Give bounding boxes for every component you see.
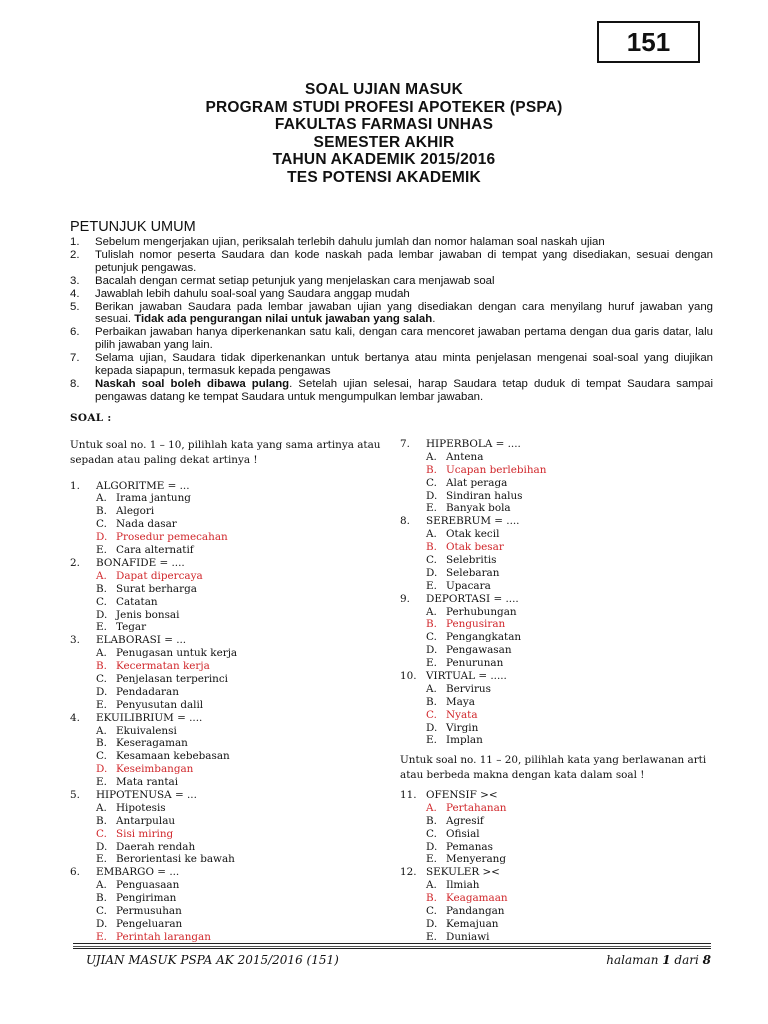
answer-option xyxy=(400,644,720,657)
question-group xyxy=(400,438,720,747)
option-text: Implan xyxy=(446,734,483,747)
option-text: Keseragaman xyxy=(116,737,188,750)
question-number: 7. xyxy=(400,438,410,450)
option-text: Ucapan berlebihan xyxy=(446,463,547,476)
option-text: Ilmiah xyxy=(446,879,480,892)
instruction-text: Sebelum mengerjakan ujian, periksalah terlebih dahulu jumlah dan nomor halaman soal naskah ujian xyxy=(95,236,605,248)
answer-option xyxy=(400,841,720,854)
questions-right-column xyxy=(400,438,720,944)
answer-option-correct xyxy=(70,828,388,841)
answer-option xyxy=(70,853,388,866)
answer-option xyxy=(70,699,388,712)
instruction-text: Selama ujian, Saudara tidak diperkenankan untuk bertanya atau minta penjelasan mengenai soal-soal yang diujikan kepada siapapun, termasuk kepada pengawas xyxy=(95,352,713,378)
instruction-number: 1. xyxy=(70,236,80,248)
option-letter: A. xyxy=(96,801,107,814)
question-stem xyxy=(400,670,720,683)
option-letter: D. xyxy=(96,608,108,621)
instruction-item xyxy=(70,352,713,378)
option-letter: D. xyxy=(96,840,108,853)
instruction-number: 4. xyxy=(70,287,80,300)
exam-code: 151 xyxy=(626,26,671,57)
option-text: Ofisial xyxy=(446,827,480,840)
option-text: Perhubungan xyxy=(446,605,517,618)
option-text: Penugasan untuk kerja xyxy=(116,647,238,660)
page-mid: dari xyxy=(670,953,703,967)
option-text: Pertahanan xyxy=(446,801,507,814)
option-letter: C. xyxy=(426,554,437,567)
option-letter: C. xyxy=(426,708,437,721)
option-text: Pengangkatan xyxy=(446,631,522,644)
option-letter: C. xyxy=(96,904,107,917)
footer-page-number xyxy=(606,953,711,967)
option-text: Agresif xyxy=(446,814,484,827)
option-text: Pemanas xyxy=(446,840,493,853)
option-text: Alat peraga xyxy=(446,476,508,489)
answer-option xyxy=(70,621,388,634)
option-text: Penjelasan terperinci xyxy=(116,672,228,685)
answer-option-correct xyxy=(70,570,388,583)
option-letter: C. xyxy=(96,827,107,840)
option-text: Maya xyxy=(446,695,475,708)
instruction-text: . Setelah ujian selesai, harap Saudara tetap duduk di tempat Saudara sampai pengawas datang ke tempat Saudara untuk mengumpulkan lembar jawaban. xyxy=(95,377,713,403)
instruction-number: 5. xyxy=(70,300,80,313)
answer-option xyxy=(70,596,388,609)
answer-option xyxy=(400,528,720,541)
instruction-item xyxy=(70,236,713,249)
page-total: 8 xyxy=(702,953,711,967)
answer-option xyxy=(400,490,720,503)
option-text: Keseimbangan xyxy=(116,763,194,776)
answer-option xyxy=(400,567,720,580)
question-number: 2. xyxy=(70,556,80,569)
option-text: Duniawi xyxy=(446,930,490,943)
option-letter: B. xyxy=(96,660,107,673)
answer-option xyxy=(400,696,720,709)
option-letter: E. xyxy=(426,853,437,866)
option-letter: E. xyxy=(96,621,107,634)
question-text: DEPORTASI = .... xyxy=(426,592,519,605)
instruction-item xyxy=(70,249,713,275)
question-stem xyxy=(400,515,720,528)
answer-option xyxy=(70,492,388,505)
option-letter: B. xyxy=(426,695,437,708)
option-letter: E. xyxy=(96,544,107,557)
answer-option xyxy=(400,722,720,735)
question-text: ELABORASI = ... xyxy=(96,634,187,647)
option-letter: A. xyxy=(96,724,107,737)
header-line: TAHUN AKADEMIK 2015/2016 xyxy=(272,151,496,168)
answer-option xyxy=(400,477,720,490)
answer-option xyxy=(400,918,720,931)
option-text: Keagamaan xyxy=(446,892,508,905)
answer-option xyxy=(70,673,388,686)
option-text: Banyak bola xyxy=(446,502,511,515)
answer-option xyxy=(70,737,388,750)
option-letter: C. xyxy=(426,476,437,489)
instruction-number: 3. xyxy=(70,274,80,287)
option-text: Otak kecil xyxy=(446,528,500,541)
instruction-text: . xyxy=(432,313,436,326)
question-stem xyxy=(70,789,388,802)
option-text: Sindiran halus xyxy=(446,489,523,502)
option-text: Permusuhan xyxy=(116,904,182,917)
instruction-emphasis: Naskah soal boleh dibawa pulang xyxy=(95,377,290,390)
option-letter: C. xyxy=(96,750,107,763)
answer-option xyxy=(400,905,720,918)
instruction-item xyxy=(70,301,713,327)
option-letter: B. xyxy=(96,582,107,595)
answer-option-correct xyxy=(70,660,388,673)
option-text: Selebritis xyxy=(446,554,497,567)
option-letter: B. xyxy=(426,618,437,631)
option-text: Bervirus xyxy=(446,682,491,695)
answer-option xyxy=(400,631,720,644)
option-letter: B. xyxy=(96,737,107,750)
option-text: Pendadaran xyxy=(116,685,179,698)
section-instruction: Untuk soal no. 1 – 10, pilihlah kata yang sama artinya atau sepadan atau paling dekat artinya ! xyxy=(70,439,381,466)
footer-divider xyxy=(73,943,711,949)
answer-option-correct xyxy=(400,541,720,554)
option-text: Menyerang xyxy=(446,853,507,866)
option-text: Kesamaan kebebasan xyxy=(116,750,230,763)
option-letter: E. xyxy=(426,502,437,515)
answer-option xyxy=(400,502,720,515)
page-prefix: halaman xyxy=(606,953,663,967)
option-text: Pengiriman xyxy=(116,892,177,905)
option-letter: C. xyxy=(96,595,107,608)
answer-option xyxy=(400,606,720,619)
option-text: Cara alternatif xyxy=(116,544,194,557)
questions-left-column xyxy=(70,438,388,944)
answer-option xyxy=(400,853,720,866)
question-stem xyxy=(70,634,388,647)
footer-exam-label: UJIAN MASUK PSPA AK 2015/2016 (151) xyxy=(86,953,339,967)
option-letter: A. xyxy=(426,879,437,892)
question-stem xyxy=(70,712,388,725)
answer-option xyxy=(70,841,388,854)
answer-option xyxy=(400,657,720,670)
question-number: 1. xyxy=(70,479,80,492)
option-text: Hipotesis xyxy=(116,801,166,814)
option-text: Pandangan xyxy=(446,904,505,917)
question-stem xyxy=(70,866,388,879)
option-text: Otak besar xyxy=(446,541,504,554)
exam-header xyxy=(0,81,768,186)
option-letter: B. xyxy=(426,892,437,905)
option-letter: D. xyxy=(426,566,438,579)
instruction-emphasis: Tidak ada pengurangan nilai untuk jawaban yang salah xyxy=(134,313,433,326)
option-letter: D. xyxy=(96,685,108,698)
instruction-number: 6. xyxy=(70,326,80,339)
question-number: 6. xyxy=(70,866,80,879)
answer-option xyxy=(70,647,388,660)
option-letter: B. xyxy=(96,505,107,518)
option-letter: E. xyxy=(96,853,107,866)
option-text: Tegar xyxy=(116,621,147,634)
question-stem xyxy=(400,789,720,802)
answer-option xyxy=(70,905,388,918)
option-letter: E. xyxy=(96,930,107,943)
question-number: 10. xyxy=(400,670,417,683)
answer-option-correct xyxy=(400,618,720,631)
answer-option-correct xyxy=(400,892,720,905)
answer-option xyxy=(400,815,720,828)
answer-option xyxy=(400,879,720,892)
answer-option xyxy=(400,931,720,944)
instruction-text: Tulislah nomor peserta Saudara dan kode naskah pada lembar jawaban di tempat yang disediakan, sesuai dengan petunjuk pengawas. xyxy=(95,248,713,274)
question-number: 5. xyxy=(70,788,80,801)
question-number: 9. xyxy=(400,592,410,605)
option-text: Daerah rendah xyxy=(116,840,196,853)
answer-option-correct xyxy=(70,531,388,544)
option-text: Kemajuan xyxy=(446,917,499,930)
answer-option xyxy=(70,583,388,596)
answer-option xyxy=(400,451,720,464)
option-letter: E. xyxy=(96,698,107,711)
option-letter: C. xyxy=(96,672,107,685)
option-letter: E. xyxy=(96,776,107,789)
instructions-title: PETUNJUK UMUM xyxy=(70,219,196,235)
option-text: Perintah larangan xyxy=(116,930,211,943)
option-text: Antarpulau xyxy=(116,814,176,827)
instruction-text: Bacalah dengan cermat setiap petunjuk yang menjelaskan cara menjawab soal xyxy=(95,274,495,287)
instruction-text: Jawablah lebih dahulu soal-soal yang Saudara anggap mudah xyxy=(95,287,410,300)
option-letter: B. xyxy=(96,892,107,905)
option-text: Virgin xyxy=(446,721,479,734)
question-stem xyxy=(70,557,388,570)
option-letter: D. xyxy=(96,531,108,544)
option-text: Alegori xyxy=(116,505,155,518)
option-text: Penurunan xyxy=(446,657,504,670)
answer-option-correct xyxy=(70,763,388,776)
option-text: Upacara xyxy=(446,579,491,592)
option-text: Selebaran xyxy=(446,566,500,579)
option-text: Nada dasar xyxy=(116,518,177,531)
option-letter: C. xyxy=(96,518,107,531)
option-letter: A. xyxy=(96,492,107,505)
option-text: Irama jantung xyxy=(116,492,191,505)
option-text: Penguasaan xyxy=(116,879,180,892)
option-text: Pengawasan xyxy=(446,644,512,657)
option-text: Kecermatan kerja xyxy=(116,660,210,673)
answer-option xyxy=(70,609,388,622)
answer-option xyxy=(70,802,388,815)
question-text: SEREBRUM = .... xyxy=(426,515,520,528)
option-letter: E. xyxy=(426,657,437,670)
option-letter: D. xyxy=(426,721,438,734)
answer-option-correct xyxy=(400,464,720,477)
header-line: SOAL UJIAN MASUK xyxy=(305,81,463,98)
instruction-number: 7. xyxy=(70,352,80,365)
question-text: EMBARGO = ... xyxy=(96,866,180,879)
answer-option-correct xyxy=(400,709,720,722)
question-text: HIPOTENUSA = ... xyxy=(96,788,197,801)
option-letter: D. xyxy=(96,763,108,776)
option-letter: A. xyxy=(426,528,437,541)
instruction-item xyxy=(70,288,713,301)
answer-option xyxy=(70,892,388,905)
instruction-item xyxy=(70,326,713,352)
instruction-number: 2. xyxy=(70,248,80,261)
answer-option xyxy=(70,776,388,789)
option-letter: E. xyxy=(426,734,437,747)
question-text: VIRTUAL = ..... xyxy=(426,670,507,683)
question-stem xyxy=(400,593,720,606)
question-number: 12. xyxy=(400,866,417,879)
option-text: Catatan xyxy=(116,595,158,608)
question-text: HIPERBOLA = .... xyxy=(426,438,521,450)
option-letter: C. xyxy=(426,631,437,644)
option-text: Surat berharga xyxy=(116,582,197,595)
instructions-list xyxy=(70,236,713,404)
answer-option xyxy=(70,879,388,892)
header-line: PROGRAM STUDI PROFESI APOTEKER (PSPA) xyxy=(205,98,563,116)
option-letter: D. xyxy=(426,644,438,657)
option-letter: B. xyxy=(96,814,107,827)
option-letter: D. xyxy=(426,917,438,930)
option-text: Dapat dipercaya xyxy=(116,569,203,582)
question-number: 8. xyxy=(400,515,410,528)
header-line: TES POTENSI AKADEMIK xyxy=(287,168,481,186)
answer-option-correct xyxy=(400,802,720,815)
option-letter: A. xyxy=(426,605,437,618)
option-text: Penyusutan dalil xyxy=(116,698,204,711)
question-stem xyxy=(400,866,720,879)
question-text: EKUILIBRIUM = .... xyxy=(96,711,203,724)
exam-code-box xyxy=(597,21,700,63)
option-text: Ekuivalensi xyxy=(116,724,177,737)
option-letter: D. xyxy=(426,840,438,853)
option-letter: A. xyxy=(426,682,437,695)
question-number: 3. xyxy=(70,634,80,647)
answer-option xyxy=(70,544,388,557)
option-letter: E. xyxy=(426,930,437,943)
answer-option xyxy=(70,918,388,931)
soal-title: SOAL : xyxy=(70,412,112,424)
answer-option xyxy=(400,734,720,747)
answer-option-correct xyxy=(70,931,388,944)
header-line: SEMESTER AKHIR xyxy=(313,133,455,151)
option-letter: A. xyxy=(96,569,107,582)
answer-option xyxy=(70,518,388,531)
option-letter: A. xyxy=(96,879,107,892)
option-letter: E. xyxy=(426,579,437,592)
question-text: SEKULER >< xyxy=(426,866,500,879)
answer-option xyxy=(70,505,388,518)
question-number: 4. xyxy=(70,711,80,724)
option-letter: A. xyxy=(426,450,437,463)
answer-option xyxy=(70,725,388,738)
instruction-text: Berikan jawaban Saudara pada lembar jawaban ujian yang disediakan dengan cara menyilang huruf jawaban yang sesuai. xyxy=(95,300,713,326)
option-text: Prosedur pemecahan xyxy=(116,531,228,544)
instruction-text: Perbaikan jawaban hanya diperkenankan satu kali, dengan cara mencoret jawaban pertama dengan dua garis datar, lalu pilih jawaban yang lain. xyxy=(95,326,713,352)
option-letter: D. xyxy=(96,917,108,930)
answer-option xyxy=(400,580,720,593)
header-line: FAKULTAS FARMASI UNHAS xyxy=(274,116,494,133)
instruction-item xyxy=(70,378,713,404)
answer-option xyxy=(400,554,720,567)
option-letter: B. xyxy=(426,541,437,554)
answer-option xyxy=(400,828,720,841)
option-letter: A. xyxy=(426,801,437,814)
option-text: Antena xyxy=(446,450,484,463)
answer-option xyxy=(70,750,388,763)
question-group xyxy=(400,789,720,944)
option-letter: B. xyxy=(426,463,437,476)
option-letter: B. xyxy=(426,814,437,827)
option-text: Nyata xyxy=(446,708,478,721)
question-text: ALGORITME = ... xyxy=(96,479,190,492)
question-group xyxy=(70,480,388,944)
instruction-number: 8. xyxy=(70,377,80,390)
instruction-item xyxy=(70,275,713,288)
option-letter: C. xyxy=(426,904,437,917)
option-text: Pengeluaran xyxy=(116,917,183,930)
question-number: 11. xyxy=(400,788,417,801)
question-stem xyxy=(70,480,388,493)
general-instructions xyxy=(70,219,713,404)
option-text: Pengusiran xyxy=(446,618,506,631)
question-text: OFENSIF >< xyxy=(426,788,498,801)
answer-option xyxy=(70,815,388,828)
option-text: Mata rantai xyxy=(116,776,179,789)
section-instruction: Untuk soal no. 11 – 20, pilihlah kata yang berlawanan arti atau berbeda makna dengan kata dalam soal ! xyxy=(400,754,707,782)
option-text: Sisi miring xyxy=(116,827,174,840)
option-letter: A. xyxy=(96,647,107,660)
answer-option xyxy=(400,683,720,696)
option-letter: D. xyxy=(426,489,438,502)
question-stem xyxy=(400,438,720,451)
page-current: 1 xyxy=(662,953,671,967)
answer-option xyxy=(70,686,388,699)
option-text: Berorientasi ke bawah xyxy=(116,853,235,866)
option-letter: C. xyxy=(426,827,437,840)
question-text: BONAFIDE = .... xyxy=(96,556,185,569)
option-text: Jenis bonsai xyxy=(116,608,180,621)
